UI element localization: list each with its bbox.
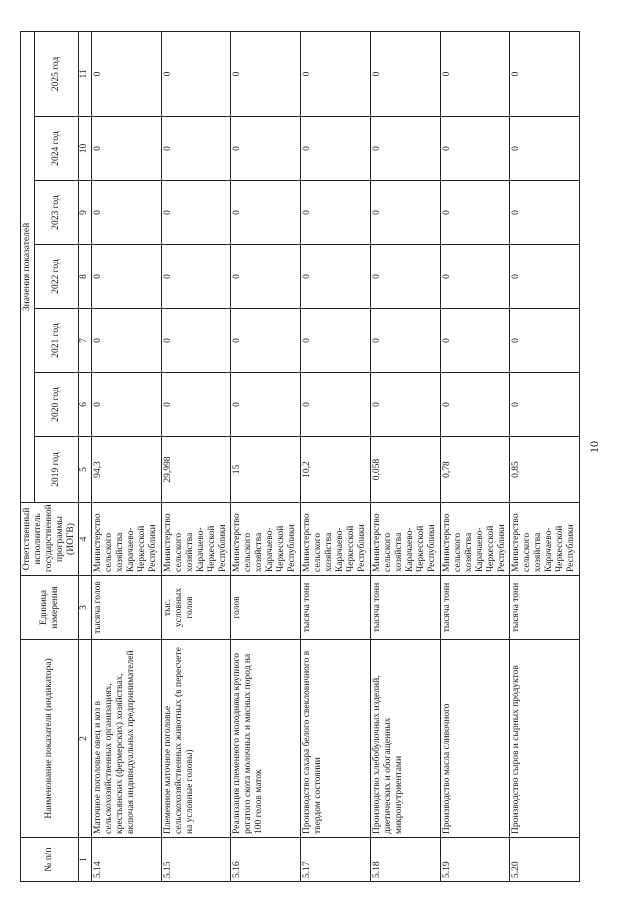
value-cell: 0	[231, 117, 301, 181]
value-cell: 0	[370, 117, 440, 181]
value-cell: 0	[231, 31, 301, 116]
value-cell: 0	[510, 309, 580, 373]
value-cell: 10,2	[301, 437, 371, 503]
unit-cell: тысяча голов	[92, 576, 162, 640]
value-cell: 0	[161, 373, 231, 437]
unit-cell: тысяча тонн	[370, 576, 440, 640]
value-cell: 0	[510, 245, 580, 309]
value-cell: 0	[301, 117, 371, 181]
value-cell: 0	[231, 373, 301, 437]
value-cell: 0	[301, 31, 371, 116]
header-unit: Единица измерения	[21, 576, 79, 640]
indicator-name: Производство масла сливочного	[440, 640, 510, 838]
value-cell: 0	[440, 117, 510, 181]
value-cell: 0	[92, 309, 162, 373]
row-number: 5.17	[301, 838, 371, 882]
column-number: 2	[79, 640, 92, 838]
header-year: 2023 год	[35, 181, 79, 245]
indicator-name: Производство сыров и сырных продуктов	[510, 640, 580, 838]
value-cell: 0	[231, 181, 301, 245]
value-cell: 0	[370, 245, 440, 309]
row-number: 5.14	[92, 838, 162, 882]
value-cell: 0,85	[510, 437, 580, 503]
column-number: 7	[79, 309, 92, 373]
value-cell: 0	[440, 245, 510, 309]
header-year: 2019 год	[35, 437, 79, 503]
header-responsible: Ответственный исполнитель государственной программы (ИОГВ)	[21, 503, 79, 576]
table-row	[301, 31, 371, 881]
value-cell: 0	[161, 245, 231, 309]
table-row	[231, 31, 301, 881]
responsible-cell: Министерство сельского хозяйства Карачаево-Черкесской Республики	[92, 503, 162, 576]
value-cell: 0	[301, 181, 371, 245]
column-number: 10	[79, 117, 92, 181]
value-cell: 0,78	[440, 437, 510, 503]
column-numbers-row	[79, 31, 92, 881]
header-year: 2024 год	[35, 117, 79, 181]
value-cell: 0	[92, 31, 162, 116]
responsible-cell: Министерство сельского хозяйства Карачаево-Черкесской Республики	[161, 503, 231, 576]
value-cell: 0	[440, 31, 510, 116]
value-cell: 0	[92, 373, 162, 437]
value-cell: 0	[370, 309, 440, 373]
value-cell: 0	[301, 309, 371, 373]
table-row	[161, 31, 231, 881]
indicator-name: Производство сахара белого свекловичного в твердом состоянии	[301, 640, 371, 838]
value-cell: 0	[92, 181, 162, 245]
column-number: 3	[79, 576, 92, 640]
column-number: 6	[79, 373, 92, 437]
value-cell: 0	[92, 117, 162, 181]
unit-cell: тысяча тонн	[440, 576, 510, 640]
row-number: 5.19	[440, 838, 510, 882]
value-cell: 0	[92, 245, 162, 309]
header-year: 2021 год	[35, 309, 79, 373]
value-cell: 0	[510, 31, 580, 116]
header-name: Наименование показателя (индикатора)	[21, 640, 79, 838]
page-number: 10	[587, 441, 601, 453]
indicator-name: Производство хлебобулочных изделий, диетических и обогащенных микронутриентами	[370, 640, 440, 838]
value-cell: 0	[440, 309, 510, 373]
table-row	[370, 31, 440, 881]
row-number: 5.20	[510, 838, 580, 882]
value-cell: 0	[370, 31, 440, 116]
header-year: 2020 год	[35, 373, 79, 437]
indicator-name: Племенное маточное поголовье сельскохозяйственных животных (в пересчете на условные головы)	[161, 640, 231, 838]
value-cell: 0	[370, 373, 440, 437]
value-cell: 0	[161, 117, 231, 181]
value-cell: 0,058	[370, 437, 440, 503]
indicator-name: Маточное поголовье овец и коз в сельскохозяйственных организациях, крестьянских (фермерских) хозяйствах, включая индивидуальных предпринимателей	[92, 640, 162, 838]
row-number: 5.15	[161, 838, 231, 882]
value-cell: 0	[301, 245, 371, 309]
table-row	[510, 31, 580, 881]
responsible-cell: Министерство сельского хозяйства Карачаево-Черкесской Республики	[510, 503, 580, 576]
value-cell: 0	[161, 31, 231, 116]
column-number: 8	[79, 245, 92, 309]
column-number: 5	[79, 437, 92, 503]
responsible-cell: Министерство сельского хозяйства Карачаево-Черкесской Республики	[301, 503, 371, 576]
value-cell: 94,3	[92, 437, 162, 503]
value-cell: 0	[440, 181, 510, 245]
value-cell: 0	[161, 309, 231, 373]
header-values-group: Значения показателей	[21, 31, 35, 502]
responsible-cell: Министерство сельского хозяйства Карачаево-Черкесской Республики	[231, 503, 301, 576]
unit-cell: тыс. условных голов	[161, 576, 231, 640]
column-number: 1	[79, 838, 92, 882]
value-cell: 0	[510, 181, 580, 245]
responsible-cell: Министерство сельского хозяйства Карачаево-Черкесской Республики	[440, 503, 510, 576]
unit-cell: голов	[231, 576, 301, 640]
value-cell: 0	[301, 373, 371, 437]
row-number: 5.16	[231, 838, 301, 882]
responsible-cell: Министерство сельского хозяйства Карачаево-Черкесской Республики	[370, 503, 440, 576]
column-number: 11	[79, 31, 92, 116]
value-cell: 29,998	[161, 437, 231, 503]
rotated-page	[20, 32, 580, 882]
unit-cell: тысяча тонн	[510, 576, 580, 640]
value-cell: 15	[231, 437, 301, 503]
column-number: 9	[79, 181, 92, 245]
value-cell: 0	[161, 181, 231, 245]
value-cell: 0	[370, 181, 440, 245]
value-cell: 0	[231, 245, 301, 309]
unit-cell: тысяча тонн	[301, 576, 371, 640]
column-number: 4	[79, 503, 92, 576]
row-number: 5.18	[370, 838, 440, 882]
value-cell: 0	[510, 117, 580, 181]
header-year: 2025 год	[35, 31, 79, 116]
header-year: 2022 год	[35, 245, 79, 309]
table-row	[440, 31, 510, 881]
indicator-name: Реализация племенного молодняка крупного рогатого скота молочных и мясных пород на 100 голов маток	[231, 640, 301, 838]
value-cell: 0	[440, 373, 510, 437]
indicators-table	[20, 31, 580, 882]
table-row	[92, 31, 162, 881]
value-cell: 0	[510, 373, 580, 437]
header-num: № п/п	[21, 838, 79, 882]
value-cell: 0	[231, 309, 301, 373]
